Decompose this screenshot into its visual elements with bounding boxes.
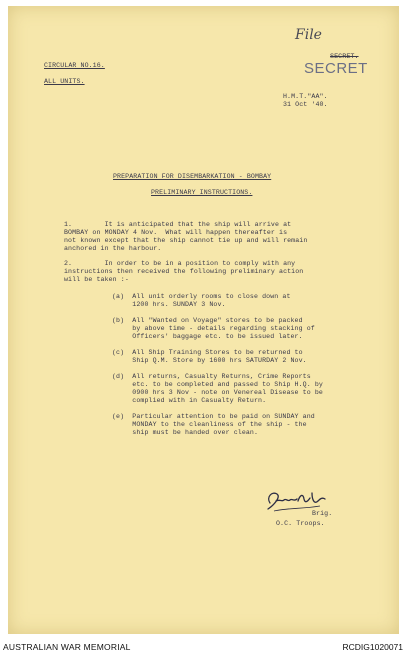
- item-line: 1200 hrs. SUNDAY 3 Nov.: [112, 301, 226, 308]
- item-line: etc. to be completed and passed to Ship H.Q. by: [112, 381, 323, 388]
- file-annotation: File: [295, 27, 322, 43]
- item-line: (b) All "Wanted on Voyage" stores to be packed: [112, 317, 303, 324]
- item-line: ship must be handed over clean.: [112, 429, 259, 436]
- item-line: by above time - details regarding stacking of: [112, 325, 315, 332]
- item-line: Officers' baggage etc. to be issued later.: [112, 333, 303, 340]
- item-line: 0900 hrs 3 Nov - note on Venereal Disease to be: [112, 389, 323, 396]
- item-line: (a) All unit orderly rooms to close down at: [112, 293, 291, 300]
- typed-classification: SECRET.: [330, 53, 359, 61]
- signatory-appointment: O.C. Troops.: [276, 520, 325, 527]
- para-line: instructions then received the following preliminary action: [64, 268, 304, 275]
- para-line: 1. It is anticipated that the ship will arrive at: [64, 221, 292, 228]
- document-subtitle: PRELIMINARY INSTRUCTIONS.: [151, 189, 253, 196]
- para-line: not known except that the ship cannot tie up and will remain: [64, 237, 308, 244]
- item-line: Ship Q.M. Store by 1600 hrs SATURDAY 2 Nov.: [112, 357, 307, 364]
- signatory-rank: Brig.: [312, 510, 333, 517]
- para-line: will be taken :-: [64, 276, 129, 283]
- para-line: BOMBAY on MONDAY 4 Nov. What will happen thereafter is: [64, 229, 288, 236]
- item-line: (c) All Ship Training Stores to be returned to: [112, 349, 303, 356]
- institution-credit: AUSTRALIAN WAR MEMORIAL: [3, 642, 131, 652]
- ship-name: H.M.T."AA".: [283, 93, 328, 100]
- para-line: 2. In order to be in a position to comply with any: [64, 260, 296, 267]
- item-line: (e) Particular attention to be paid on SUNDAY and: [112, 413, 315, 420]
- item-line: complied with in Casualty Return.: [112, 397, 267, 404]
- secret-stamp: SECRET: [304, 60, 368, 77]
- document-date: 31 Oct '40.: [283, 101, 328, 108]
- record-id: RCDIG1020071: [342, 642, 403, 652]
- para-line: anchored in the harbour.: [64, 245, 162, 252]
- circular-number: CIRCULAR NO.16.: [44, 62, 105, 69]
- item-line: (d) All returns, Casualty Returns, Crime Reports: [112, 373, 311, 380]
- item-line: MONDAY to the cleanliness of the ship - the: [112, 421, 307, 428]
- distribution: ALL UNITS.: [44, 78, 85, 85]
- document-title: PREPARATION FOR DISEMBARKATION - BOMBAY: [113, 173, 272, 180]
